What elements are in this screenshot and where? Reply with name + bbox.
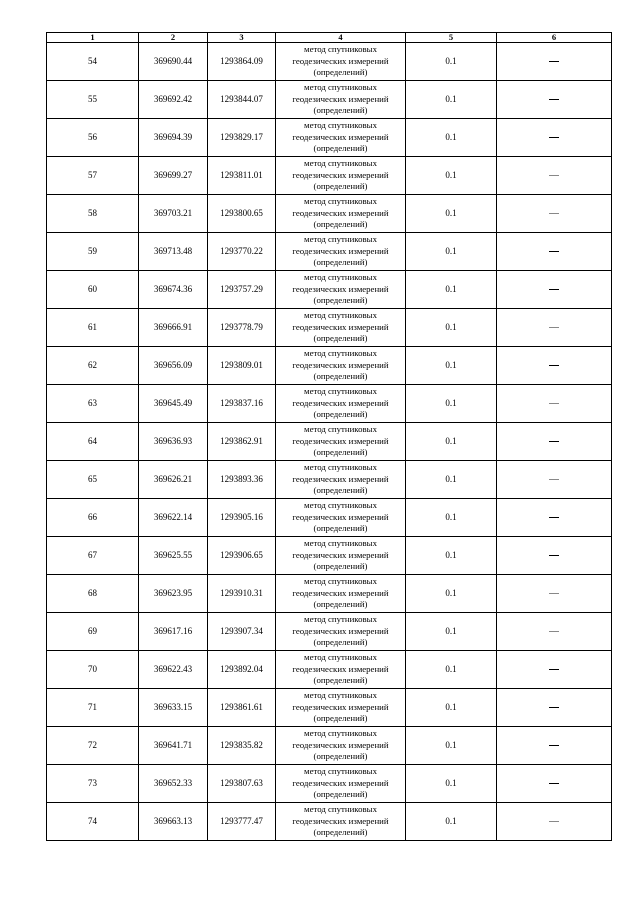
note-cell (497, 423, 612, 461)
dash-mark (549, 517, 559, 518)
y-coordinate-cell: 1293757.29 (208, 271, 276, 309)
method-line: метод спутниковых (304, 234, 377, 245)
dash-mark (549, 555, 559, 556)
y-coordinate-cell: 1293807.63 (208, 765, 276, 803)
point-number-cell: 71 (47, 689, 139, 727)
column-header: 2 (139, 33, 208, 43)
point-number-cell: 61 (47, 309, 139, 347)
accuracy-cell: 0.1 (406, 803, 497, 841)
accuracy-cell: 0.1 (406, 537, 497, 575)
accuracy-cell: 0.1 (406, 119, 497, 157)
point-number-cell: 63 (47, 385, 139, 423)
y-coordinate-cell: 1293861.61 (208, 689, 276, 727)
x-coordinate-cell: 369674.36 (139, 271, 208, 309)
method-line: геодезических измерений (292, 511, 389, 522)
accuracy-cell: 0.1 (406, 347, 497, 385)
dash-mark (549, 441, 559, 442)
method-cell (276, 461, 406, 499)
point-number-cell: 54 (47, 43, 139, 81)
dash-mark (549, 289, 559, 290)
note-cell (497, 271, 612, 309)
x-coordinate-cell: 369622.43 (139, 651, 208, 689)
method-line: метод спутниковых (304, 424, 377, 435)
method-cell (276, 765, 406, 803)
point-number-cell: 72 (47, 727, 139, 765)
method-cell (276, 651, 406, 689)
note-cell (497, 689, 612, 727)
point-number-cell: 67 (47, 537, 139, 575)
x-coordinate-cell: 369623.95 (139, 575, 208, 613)
method-cell (276, 81, 406, 119)
column-header: 4 (276, 33, 406, 43)
note-cell (497, 233, 612, 271)
method-cell (276, 613, 406, 651)
note-cell (497, 157, 612, 195)
accuracy-cell: 0.1 (406, 195, 497, 233)
x-coordinate-cell: 369645.49 (139, 385, 208, 423)
note-cell (497, 765, 612, 803)
y-coordinate-cell: 1293906.65 (208, 537, 276, 575)
note-cell (497, 119, 612, 157)
header-row (47, 33, 612, 43)
method-line: геодезических измерений (292, 55, 389, 66)
table-row (47, 119, 612, 157)
dash-mark (549, 707, 559, 708)
table-row (47, 499, 612, 537)
method-line: геодезических измерений (292, 625, 389, 636)
method-line: геодезических измерений (292, 397, 389, 408)
x-coordinate-cell: 369694.39 (139, 119, 208, 157)
point-number-cell: 74 (47, 803, 139, 841)
method-line: (определений) (313, 295, 368, 306)
accuracy-cell: 0.1 (406, 309, 497, 347)
method-line: (определений) (313, 257, 368, 268)
table-body (47, 43, 612, 841)
accuracy-cell: 0.1 (406, 233, 497, 271)
method-cell (276, 727, 406, 765)
accuracy-cell: 0.1 (406, 575, 497, 613)
point-number-cell: 62 (47, 347, 139, 385)
accuracy-cell: 0.1 (406, 43, 497, 81)
note-cell (497, 43, 612, 81)
note-cell (497, 613, 612, 651)
method-line: метод спутниковых (304, 348, 377, 359)
table-row (47, 43, 612, 81)
note-cell (497, 499, 612, 537)
column-header: 6 (497, 33, 612, 43)
x-coordinate-cell: 369625.55 (139, 537, 208, 575)
method-line: (определений) (313, 143, 368, 154)
y-coordinate-cell: 1293893.36 (208, 461, 276, 499)
x-coordinate-cell: 369713.48 (139, 233, 208, 271)
x-coordinate-cell: 369652.33 (139, 765, 208, 803)
accuracy-cell: 0.1 (406, 461, 497, 499)
note-cell (497, 575, 612, 613)
x-coordinate-cell: 369636.93 (139, 423, 208, 461)
method-cell (276, 119, 406, 157)
accuracy-cell: 0.1 (406, 157, 497, 195)
method-line: геодезических измерений (292, 93, 389, 104)
coordinates-table (46, 32, 612, 841)
dash-mark (549, 213, 559, 214)
y-coordinate-cell: 1293907.34 (208, 613, 276, 651)
table-row (47, 347, 612, 385)
note-cell (497, 347, 612, 385)
method-line: (определений) (313, 67, 368, 78)
method-cell (276, 157, 406, 195)
y-coordinate-cell: 1293809.01 (208, 347, 276, 385)
table-row (47, 309, 612, 347)
method-cell (276, 271, 406, 309)
method-cell (276, 499, 406, 537)
accuracy-cell: 0.1 (406, 385, 497, 423)
method-cell (276, 43, 406, 81)
method-line: геодезических измерений (292, 663, 389, 674)
dash-mark (549, 175, 559, 176)
method-line: геодезических измерений (292, 359, 389, 370)
x-coordinate-cell: 369656.09 (139, 347, 208, 385)
method-line: (определений) (313, 181, 368, 192)
note-cell (497, 195, 612, 233)
x-coordinate-cell: 369622.14 (139, 499, 208, 537)
y-coordinate-cell: 1293864.09 (208, 43, 276, 81)
dash-mark (549, 99, 559, 100)
point-number-cell: 73 (47, 765, 139, 803)
y-coordinate-cell: 1293837.16 (208, 385, 276, 423)
x-coordinate-cell: 369703.21 (139, 195, 208, 233)
accuracy-cell: 0.1 (406, 689, 497, 727)
method-line: геодезических измерений (292, 435, 389, 446)
y-coordinate-cell: 1293770.22 (208, 233, 276, 271)
dash-mark (549, 593, 559, 594)
method-line: геодезических измерений (292, 283, 389, 294)
accuracy-cell: 0.1 (406, 271, 497, 309)
method-line: метод спутниковых (304, 82, 377, 93)
y-coordinate-cell: 1293844.07 (208, 81, 276, 119)
method-line: метод спутниковых (304, 44, 377, 55)
method-line: (определений) (313, 713, 368, 724)
method-cell (276, 309, 406, 347)
table-row (47, 233, 612, 271)
method-line: (определений) (313, 371, 368, 382)
method-line: метод спутниковых (304, 272, 377, 283)
point-number-cell: 58 (47, 195, 139, 233)
note-cell (497, 727, 612, 765)
method-line: метод спутниковых (304, 690, 377, 701)
method-line: (определений) (313, 485, 368, 496)
method-line: метод спутниковых (304, 310, 377, 321)
point-number-cell: 56 (47, 119, 139, 157)
dash-mark (549, 745, 559, 746)
y-coordinate-cell: 1293829.17 (208, 119, 276, 157)
method-line: (определений) (313, 751, 368, 762)
method-cell (276, 803, 406, 841)
y-coordinate-cell: 1293811.01 (208, 157, 276, 195)
method-line: метод спутниковых (304, 766, 377, 777)
method-cell (276, 195, 406, 233)
table-row (47, 157, 612, 195)
method-line: метод спутниковых (304, 614, 377, 625)
method-line: метод спутниковых (304, 804, 377, 815)
table-row (47, 385, 612, 423)
note-cell (497, 309, 612, 347)
x-coordinate-cell: 369699.27 (139, 157, 208, 195)
y-coordinate-cell: 1293800.65 (208, 195, 276, 233)
x-coordinate-cell: 369626.21 (139, 461, 208, 499)
x-coordinate-cell: 369641.71 (139, 727, 208, 765)
accuracy-cell: 0.1 (406, 81, 497, 119)
method-cell (276, 347, 406, 385)
method-line: (определений) (313, 827, 368, 838)
method-line: геодезических измерений (292, 321, 389, 332)
point-number-cell: 70 (47, 651, 139, 689)
point-number-cell: 60 (47, 271, 139, 309)
table-row (47, 461, 612, 499)
x-coordinate-cell: 369663.13 (139, 803, 208, 841)
table-row (47, 195, 612, 233)
method-line: метод спутниковых (304, 120, 377, 131)
method-line: геодезических измерений (292, 245, 389, 256)
x-coordinate-cell: 369690.44 (139, 43, 208, 81)
dash-mark (549, 479, 559, 480)
table-row (47, 803, 612, 841)
dash-mark (549, 137, 559, 138)
column-header: 1 (47, 33, 139, 43)
method-line: (определений) (313, 409, 368, 420)
table-row (47, 651, 612, 689)
method-line: (определений) (313, 105, 368, 116)
method-cell (276, 385, 406, 423)
y-coordinate-cell: 1293835.82 (208, 727, 276, 765)
method-line: метод спутниковых (304, 538, 377, 549)
note-cell (497, 81, 612, 119)
table-row (47, 81, 612, 119)
note-cell (497, 461, 612, 499)
method-cell (276, 233, 406, 271)
accuracy-cell: 0.1 (406, 613, 497, 651)
table-row (47, 423, 612, 461)
note-cell (497, 651, 612, 689)
accuracy-cell: 0.1 (406, 499, 497, 537)
table-row (47, 575, 612, 613)
method-line: метод спутниковых (304, 500, 377, 511)
table-row (47, 727, 612, 765)
accuracy-cell: 0.1 (406, 765, 497, 803)
method-line: метод спутниковых (304, 462, 377, 473)
table-row (47, 271, 612, 309)
method-line: геодезических измерений (292, 701, 389, 712)
table-row (47, 613, 612, 651)
method-line: геодезических измерений (292, 587, 389, 598)
method-cell (276, 689, 406, 727)
method-line: (определений) (313, 675, 368, 686)
column-header: 5 (406, 33, 497, 43)
method-line: геодезических измерений (292, 549, 389, 560)
method-line: (определений) (313, 637, 368, 648)
y-coordinate-cell: 1293910.31 (208, 575, 276, 613)
dash-mark (549, 669, 559, 670)
x-coordinate-cell: 369692.42 (139, 81, 208, 119)
y-coordinate-cell: 1293778.79 (208, 309, 276, 347)
dash-mark (549, 327, 559, 328)
dash-mark (549, 251, 559, 252)
method-line: геодезических измерений (292, 169, 389, 180)
method-line: (определений) (313, 333, 368, 344)
table-row (47, 537, 612, 575)
dash-mark (549, 61, 559, 62)
method-cell (276, 537, 406, 575)
dash-mark (549, 403, 559, 404)
table-row (47, 689, 612, 727)
method-line: (определений) (313, 447, 368, 458)
method-line: геодезических измерений (292, 815, 389, 826)
method-line: геодезических измерений (292, 131, 389, 142)
point-number-cell: 57 (47, 157, 139, 195)
method-line: метод спутниковых (304, 728, 377, 739)
method-cell (276, 423, 406, 461)
method-line: (определений) (313, 789, 368, 800)
method-line: метод спутниковых (304, 652, 377, 663)
method-line: (определений) (313, 561, 368, 572)
note-cell (497, 803, 612, 841)
dash-mark (549, 821, 559, 822)
method-line: метод спутниковых (304, 158, 377, 169)
dash-mark (549, 631, 559, 632)
method-line: метод спутниковых (304, 576, 377, 587)
point-number-cell: 65 (47, 461, 139, 499)
note-cell (497, 537, 612, 575)
method-line: геодезических измерений (292, 777, 389, 788)
method-line: геодезических измерений (292, 739, 389, 750)
point-number-cell: 64 (47, 423, 139, 461)
x-coordinate-cell: 369617.16 (139, 613, 208, 651)
x-coordinate-cell: 369633.15 (139, 689, 208, 727)
dash-mark (549, 365, 559, 366)
method-line: (определений) (313, 599, 368, 610)
y-coordinate-cell: 1293777.47 (208, 803, 276, 841)
point-number-cell: 55 (47, 81, 139, 119)
method-line: метод спутниковых (304, 196, 377, 207)
method-line: метод спутниковых (304, 386, 377, 397)
column-header: 3 (208, 33, 276, 43)
method-line: (определений) (313, 219, 368, 230)
method-line: геодезических измерений (292, 473, 389, 484)
method-cell (276, 575, 406, 613)
point-number-cell: 69 (47, 613, 139, 651)
y-coordinate-cell: 1293892.04 (208, 651, 276, 689)
dash-mark (549, 783, 559, 784)
accuracy-cell: 0.1 (406, 423, 497, 461)
y-coordinate-cell: 1293862.91 (208, 423, 276, 461)
accuracy-cell: 0.1 (406, 651, 497, 689)
accuracy-cell: 0.1 (406, 727, 497, 765)
method-line: (определений) (313, 523, 368, 534)
y-coordinate-cell: 1293905.16 (208, 499, 276, 537)
point-number-cell: 68 (47, 575, 139, 613)
point-number-cell: 66 (47, 499, 139, 537)
x-coordinate-cell: 369666.91 (139, 309, 208, 347)
table-row (47, 765, 612, 803)
point-number-cell: 59 (47, 233, 139, 271)
note-cell (497, 385, 612, 423)
method-line: геодезических измерений (292, 207, 389, 218)
